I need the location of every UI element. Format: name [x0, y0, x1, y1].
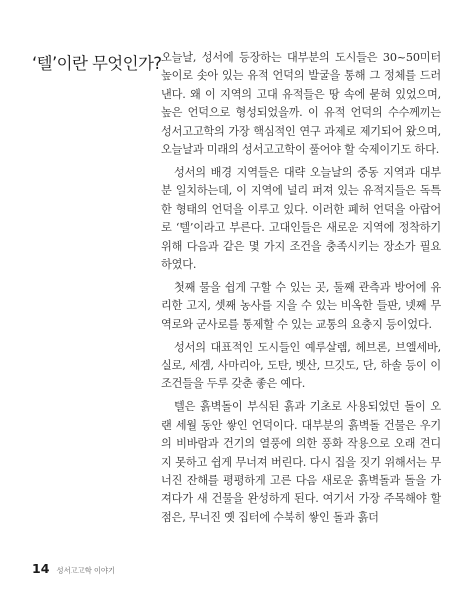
paragraph: 오늘날, 성서에 등장하는 대부분의 도시들은 30~50미터 높이로 솟아 있는 유적 언덕의 발굴을 통해 그 정체를 드러낸다. 왜 이 지역의 고대 유적들은 땅 속에 묻혀 있었으며, 높은 언덕으로 형성되었을까. 이 유적 언덕의 수수께끼는 성서고고학의 가장 핵심적인 연구 과제로 제기되어 왔으며, 오늘날과 미래의 성서고고학이 풀어야 할 숙제이기도 하다.: [161, 51, 441, 157]
paragraph: 성서의 배경 지역들은 대략 오늘날의 중동 지역과 대부분 일치하는데, 이 지역에 널리 퍼져 있는 유적지들은 독특한 형태의 언덕을 이루고 있다. 이러한 폐허 언덕을 아랍어로 ‘텔’이라고 부른다. 고대인들은 새로운 지역에 정착하기 위해 다음과 같은 몇 가지 조건을 충족시키는 장소가 필요하였다.: [161, 165, 441, 271]
paragraph: 첫째 물을 쉽게 구할 수 있는 곳, 둘째 관측과 방어에 유리한 고지, 셋째 농사를 지을 수 있는 비옥한 들판, 넷째 무역로와 군사로를 통제할 수 있는 교통의 요충지 등이었다.: [161, 280, 441, 331]
paragraph: 텔은 흙벽돌이 부식된 흙과 기초로 사용되었던 돌이 오랜 세월 동안 쌓인 언덕이다. 대부분의 흙벽돌 건물은 우기의 비바람과 건기의 열풍에 의한 풍화 작용으로 오래 견디지 못하고 쉽게 무너져 버린다. 다시 집을 짓기 위해서는 무너진 잔해를 평평하게 고른 다음 새로운 흙벽돌과 돌을 가져다가 새 건물을 완성하게 된다. 여기서 가장 주목해야 할 점은, 무너진 옛 집터에 수북히 쌓인 돌과 흙더: [161, 400, 441, 524]
paragraph: 성서의 대표적인 도시들인 예루살렘, 헤브론, 브엘세바, 실로, 세겜, 사마리아, 도탄, 벳산, 므깃도, 단, 하솔 등이 이 조건들을 두루 갖춘 좋은 예다.: [161, 340, 441, 391]
body-text: [161, 49, 441, 527]
page-footer: [32, 561, 115, 576]
section-heading: ‘텔’이란 무엇인가?: [32, 54, 162, 73]
running-title: 성서고고학 이야기: [56, 566, 115, 575]
page-number: 14: [32, 561, 50, 576]
